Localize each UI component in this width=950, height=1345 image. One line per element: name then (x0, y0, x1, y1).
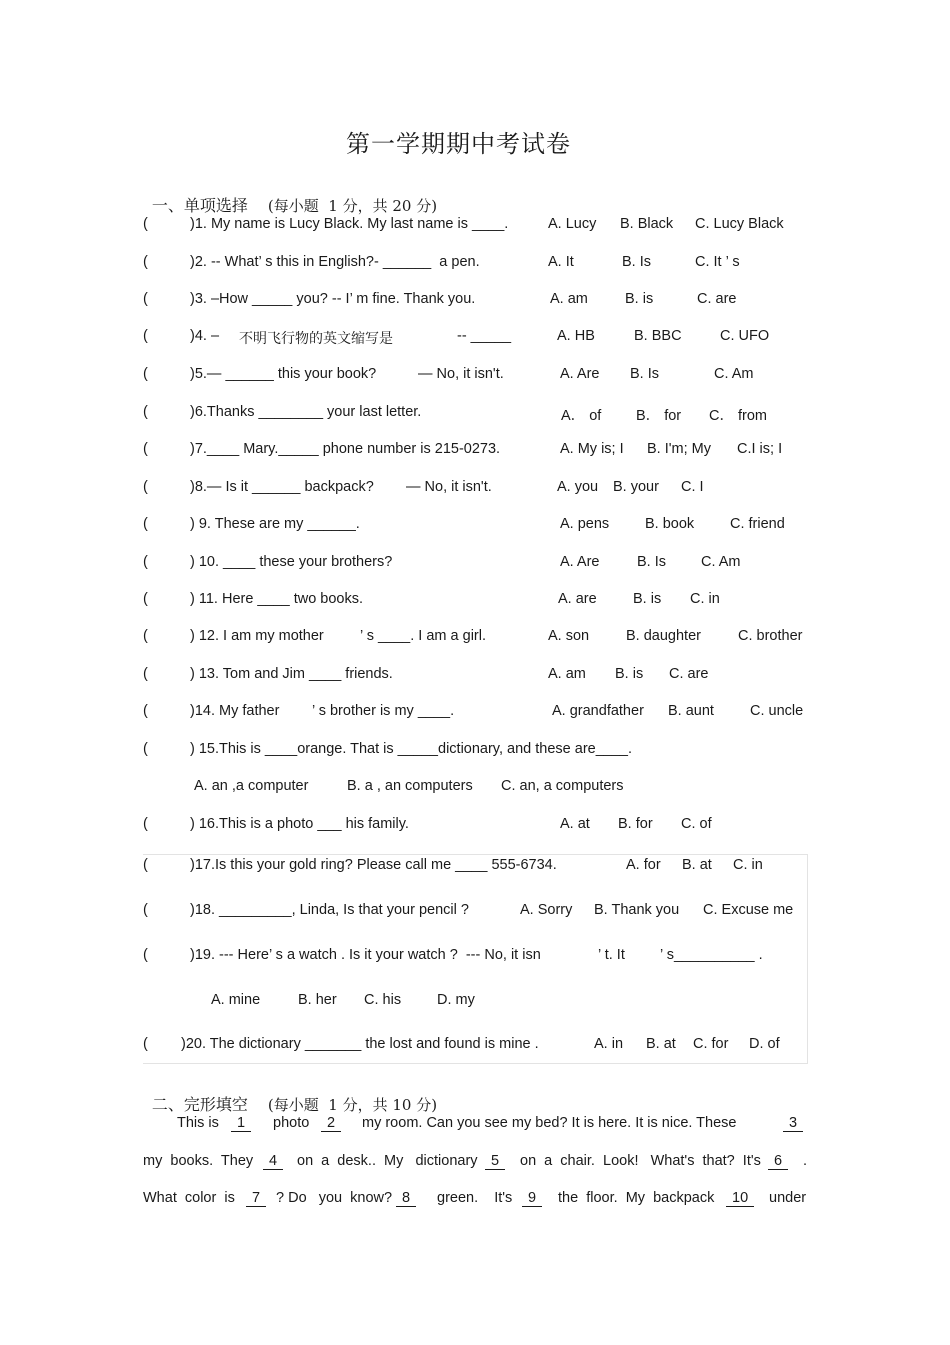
answer-paren[interactable]: ( (143, 216, 148, 232)
question-stem: )19. --- Here’ s a watch . Is it your watch ? --- No, it isn (190, 947, 541, 963)
option-c: C. are (697, 291, 737, 307)
answer-paren[interactable]: ( (143, 741, 148, 757)
option-a: A. pens (560, 516, 610, 532)
cloze-blank-7[interactable]: 7 (246, 1190, 266, 1207)
option-a: A. are (558, 591, 597, 607)
option-b: B. is (615, 666, 644, 682)
option-b: B． for (636, 408, 682, 424)
option-b: B. a , an computers (347, 778, 473, 794)
question-stem: )8.— Is it ______ backpack? (190, 479, 374, 495)
option-b: B. for (618, 816, 653, 832)
answer-paren[interactable]: ( (143, 479, 148, 495)
cloze-blank-8[interactable]: 8 (396, 1190, 416, 1207)
option-a: A． of (561, 408, 602, 424)
option-c: C. uncle (750, 703, 804, 719)
answer-paren[interactable]: ( (143, 291, 148, 307)
option-a: A. grandfather (552, 703, 644, 719)
option-c: C. in (733, 857, 763, 873)
section2-heading (143, 1074, 437, 1115)
option-c: C. Excuse me (703, 902, 794, 918)
option-a: A. an ,a computer (194, 778, 309, 794)
question-stem: )2. -- What’ s this in English?- ______ a pen. (190, 254, 480, 270)
option-a: A. Are (560, 366, 600, 382)
section2-title: 二、完形填空 (151, 1095, 248, 1114)
option-b: B. at (646, 1036, 676, 1052)
option-b: B. daughter (626, 628, 701, 644)
question-stem: )1. My name is Lucy Black. My last name is ____. (190, 216, 509, 232)
option-c: C. an, a computers (501, 778, 624, 794)
cloze-blank-3[interactable]: 3 (783, 1115, 803, 1132)
option-c: C. brother (738, 628, 803, 644)
option-a: A. It (548, 254, 574, 270)
option-a: A. mine (211, 992, 261, 1008)
question-response: — No, it isn't. (418, 366, 504, 382)
question-stem-blank: -- _____ (457, 328, 512, 344)
option-a: A. son (548, 628, 590, 644)
option-b: B. Black (620, 216, 674, 232)
option-b: B. your (613, 479, 659, 495)
answer-paren[interactable]: ( (143, 857, 148, 873)
option-d: D. of (749, 1036, 780, 1052)
question-stem: ) 10. ____ these your brothers? (190, 554, 393, 570)
option-a: A. in (594, 1036, 624, 1052)
answer-paren[interactable]: ( (143, 1036, 148, 1052)
option-a: A. HB (557, 328, 595, 344)
question-stem: )14. My father (190, 703, 280, 719)
option-c: C.I is; I (737, 441, 783, 457)
option-c: C. for (693, 1036, 729, 1052)
option-b: B. book (645, 516, 695, 532)
option-a: A. am (550, 291, 588, 307)
option-b: B. is (625, 291, 654, 307)
option-a: A. My is; I (560, 441, 624, 457)
option-c: C. I (681, 479, 704, 495)
option-c: C. of (681, 816, 712, 832)
passage-text: my books. They (143, 1153, 254, 1169)
option-b: B. Is (622, 254, 652, 270)
cloze-blank-1[interactable]: 1 (231, 1115, 251, 1132)
cloze-blank-4[interactable]: 4 (263, 1153, 283, 1170)
passage-text: my room. Can you see my bed? It is here. It is nice. These (362, 1115, 737, 1131)
question-stem: ) 13. Tom and Jim ____ friends. (190, 666, 393, 682)
option-b: B. Is (630, 366, 660, 382)
question-response: — No, it isn't. (406, 479, 492, 495)
option-c: C. Lucy Black (695, 216, 784, 232)
cloze-blank-6[interactable]: 6 (768, 1153, 788, 1170)
question-stem-cont: ’ s brother is my ____. (312, 703, 455, 719)
answer-paren[interactable]: ( (143, 666, 148, 682)
option-c: C. his (364, 992, 402, 1008)
passage-text: What color is (143, 1190, 235, 1206)
answer-paren[interactable]: ( (143, 404, 148, 420)
question-stem: ) 16.This is a photo ___ his family. (190, 816, 409, 832)
option-c: C. UFO (720, 328, 770, 344)
answer-paren[interactable]: ( (143, 703, 148, 719)
option-b: B. at (682, 857, 712, 873)
answer-paren[interactable]: ( (143, 628, 148, 644)
section1-scoring: (每小题 1 分，共 20 分) (267, 197, 438, 215)
passage-text: ? Do you know? (276, 1190, 393, 1206)
answer-paren[interactable]: ( (143, 366, 148, 382)
option-c: C. It ’ s (695, 254, 740, 270)
answer-paren[interactable]: ( (143, 902, 148, 918)
passage-text: the floor. My backpack (558, 1190, 715, 1206)
question-stem: ) 12. I am my mother (190, 628, 324, 644)
option-b: B. I'm; My (647, 441, 711, 457)
question-stem: ) 15.This is ____orange. That is _____dictionary, and these are____. (190, 741, 633, 757)
option-c: C. in (690, 591, 720, 607)
option-c: C. are (669, 666, 709, 682)
answer-paren[interactable]: ( (143, 591, 148, 607)
option-b: B. aunt (668, 703, 714, 719)
option-c: C. Am (714, 366, 754, 382)
answer-paren[interactable]: ( (143, 254, 148, 270)
answer-paren[interactable]: ( (143, 516, 148, 532)
passage-text: on a desk.. My dictionary (297, 1153, 478, 1169)
passage-text: green. It's (437, 1190, 513, 1206)
question-stem-cont: ’ t. It (598, 947, 625, 963)
question-stem: )18. _________, Linda, Is that your pencil ? (190, 902, 469, 918)
option-a: A. Are (560, 554, 600, 570)
option-c: C. Am (701, 554, 741, 570)
option-a: A. Sorry (520, 902, 573, 918)
section1-title: 一、单项选择 (151, 196, 248, 215)
question-stem: )5.— ______ this your book? (190, 366, 377, 382)
question-stem: ) 11. Here ____ two books. (190, 591, 364, 607)
section2-scoring: (每小题 1 分，共 10 分) (267, 1096, 438, 1114)
answer-paren[interactable]: ( (143, 554, 148, 570)
question-stem: )17.Is this your gold ring? Please call me ____ 555-6734. (190, 857, 557, 873)
option-b: B. is (633, 591, 662, 607)
option-a: A. Lucy (548, 216, 597, 232)
option-c: C. friend (730, 516, 785, 532)
cloze-blank-5[interactable]: 5 (485, 1153, 505, 1170)
question-stem: )4. – (190, 328, 220, 344)
answer-paren[interactable]: ( (143, 816, 148, 832)
option-b: B. Thank you (594, 902, 680, 918)
question-stem-cont: ’ s ____. I am a girl. (360, 628, 486, 644)
cloze-blank-9[interactable]: 9 (522, 1190, 542, 1207)
cloze-blank-2[interactable]: 2 (321, 1115, 341, 1132)
question-stem-blank: ’ s__________ . (660, 947, 763, 963)
answer-paren[interactable]: ( (143, 328, 148, 344)
question-stem: )6.Thanks ________ your last letter. (190, 404, 422, 420)
option-c: C． from (709, 408, 767, 424)
option-a: A. at (560, 816, 590, 832)
option-a: A. am (548, 666, 586, 682)
question-stem-cjk: 不明飞行物的英文缩写是 (239, 331, 393, 347)
answer-paren[interactable]: ( (143, 947, 148, 963)
question-stem: )3. –How _____ you? -- I’ m fine. Thank you. (190, 291, 476, 307)
page-title: 第一学期期中考试卷 (346, 130, 571, 158)
question-stem: )7.____ Mary._____ phone number is 215-0273. (190, 441, 501, 457)
option-a: A. for (626, 857, 661, 873)
passage-text: . (803, 1153, 808, 1169)
question-stem: )20. The dictionary _______ the lost and found is mine . (181, 1036, 539, 1052)
option-d: D. my (437, 992, 475, 1008)
option-b: B. BBC (634, 328, 682, 344)
passage-text: under (769, 1190, 807, 1206)
passage-text: photo (273, 1115, 310, 1131)
passage-text: This is (177, 1115, 219, 1131)
question-stem: ) 9. These are my ______. (190, 516, 360, 532)
option-a: A. you (557, 479, 599, 495)
answer-paren[interactable]: ( (143, 441, 148, 457)
option-b: B. Is (637, 554, 667, 570)
passage-text: on a chair. Look! What's that? It's (520, 1153, 761, 1169)
cloze-blank-10[interactable]: 10 (726, 1190, 754, 1207)
section1-heading (143, 175, 437, 216)
option-b: B. her (298, 992, 337, 1008)
